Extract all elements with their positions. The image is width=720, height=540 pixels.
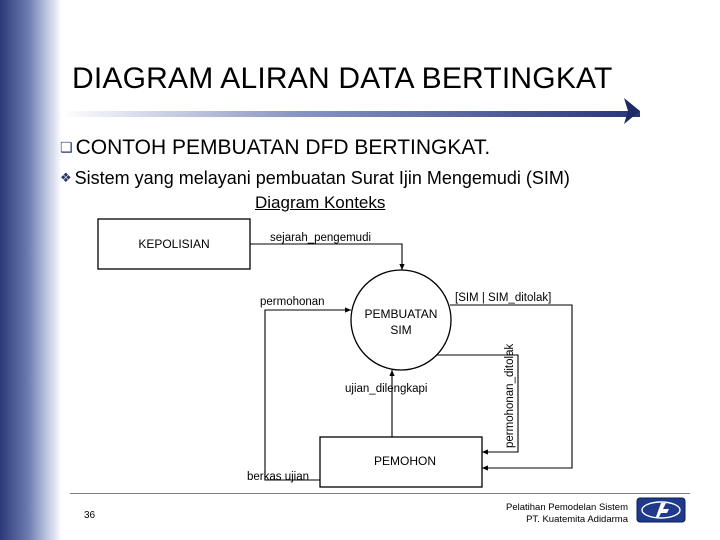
diamond-bullet-icon: ❖ [60, 171, 72, 186]
footer-credit-line1: Pelatihan Pemodelan Sistem [506, 502, 628, 513]
flow-sejarah-pengemudi [250, 244, 402, 270]
flow-permohonan-ditolak-label: permohonan_ditolak [504, 343, 516, 448]
flow-sejarah-pengemudi-label: sejarah_pengemudi [270, 232, 372, 244]
company-logo-icon [636, 497, 686, 523]
entity-pemohon-label: PEMOHON [373, 454, 437, 468]
slide-title: DIAGRAM ALIRAN DATA BERTINGKAT [72, 62, 613, 95]
square-bullet-icon: ❑ [60, 140, 73, 156]
section-heading: CONTOH PEMBUATAN DFD BERTINGKAT. [75, 136, 491, 159]
process-label-line2: SIM [390, 323, 412, 337]
entity-kepolisian-label: KEPOLISIAN [138, 237, 210, 251]
flow-sim-ditolak-label: [SIM | SIM_ditolak] [455, 292, 552, 304]
process-label-line1: PEMBUATAN [364, 307, 438, 321]
page-number: 36 [84, 510, 96, 521]
footer-divider [70, 493, 690, 494]
diagram-subheading: Diagram Konteks [255, 193, 386, 212]
description-text: Sistem yang melayani pembuatan Surat Ijin Mengemudi (SIM) [74, 168, 570, 188]
flow-berkas-ujian-label: berkas ujian [247, 471, 310, 483]
footer-credit [506, 502, 628, 526]
flow-ujian-dilengkapi-label: ujian_dilengkapi [345, 383, 428, 395]
flow-permohonan-label: permohonan [260, 296, 325, 308]
footer-credit-line2: PT. Kuatemita Adidarma [526, 514, 628, 525]
